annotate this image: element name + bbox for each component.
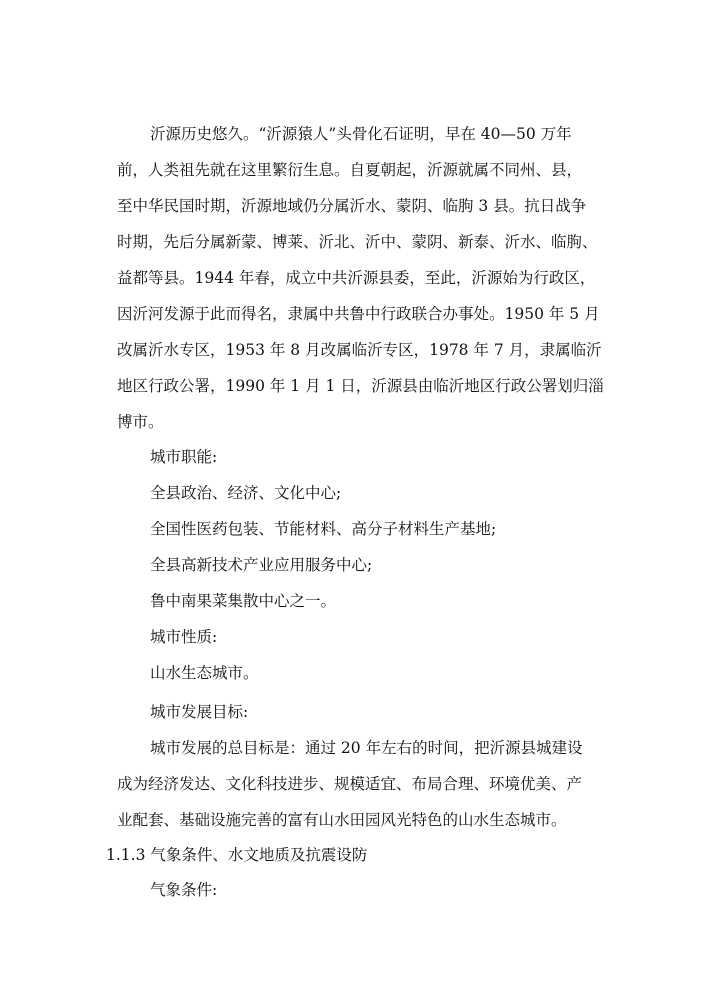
development-goal-line-2: 成为经济发达、文化科技进步、规模适宜、布局合理、环境优美、产 [117,775,583,793]
city-nature-text: 山水生态城市。 [150,664,259,682]
heading-city-function: 城市职能: [150,448,218,466]
city-function-item-2: 全国性医药包装、节能材料、高分子材料生产基地; [150,520,497,538]
paragraph-history-line-6: 因沂河发源于此而得名，隶属中共鲁中行政联合办事处。1950 年 5 月 [117,305,600,323]
paragraph-history-line-4: 时期，先后分属新蒙、博莱、沂北、沂中、蒙阴、新泰、沂水、临朐、 [117,233,598,251]
development-goal-line-3: 业配套、基础设施完善的富有山水田园风光特色的山水生态城市。 [117,811,567,829]
paragraph-history-line-1: 沂源历史悠久。“沂源猿人”头骨化石证明，早在 40—50 万年 [150,125,572,143]
city-function-item-1: 全县政治、经济、文化中心; [150,484,342,502]
paragraph-history-line-5: 益都等县。1944 年春，成立中共沂源县委，至此，沂源始为行政区， [117,269,596,287]
paragraph-history-line-7: 改属沂水专区，1953 年 8 月改属临沂专区，1978 年 7 月，隶属临沂 [117,341,602,359]
city-function-item-4: 鲁中南果菜集散中心之一。 [150,592,337,610]
paragraph-history-line-8: 地区行政公署，1990 年 1 月 1 日，沂源县由临沂地区行政公署划归淄 [117,377,604,395]
heading-city-nature: 城市性质: [150,628,218,646]
paragraph-history-line-2: 前，人类祖先就在这里繁衍生息。自夏朝起，沂源就属不同州、县， [117,161,583,179]
paragraph-history-line-9: 博市。 [117,413,164,431]
paragraph-history-line-3: 至中华民国时期，沂源地域仍分属沂水、蒙阴、临朐 3 县。抗日战争 [117,197,587,215]
city-function-item-3: 全县高新技术产业应用服务中心; [150,556,373,574]
section-heading-1-1-3: 1.1.3 气象条件、水文地质及抗震设防 [106,846,368,864]
development-goal-line-1: 城市发展的总目标是：通过 20 年左右的时间，把沂源县城建设 [150,739,583,757]
heading-development-goal: 城市发展目标: [150,703,249,721]
heading-climate-conditions: 气象条件: [150,881,218,899]
